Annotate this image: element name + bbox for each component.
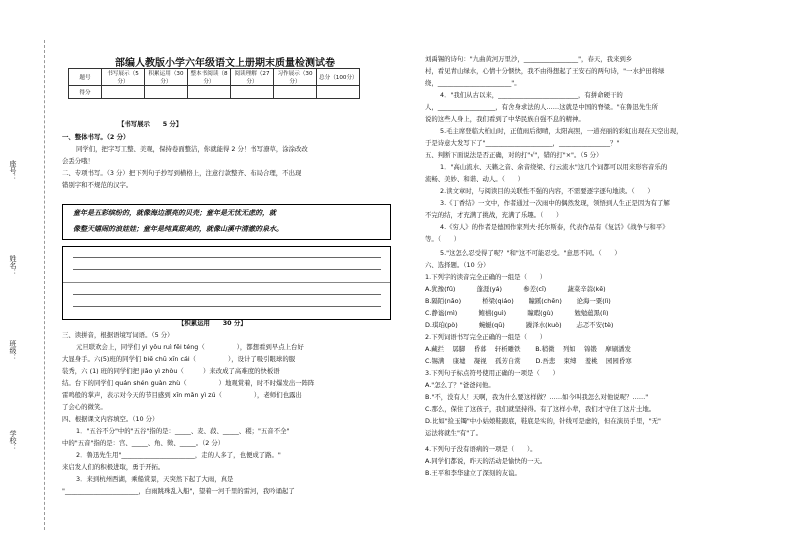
- right-text-line: D.琪珀(pò) 蜿蜒(qū) 躁泽水(kuò) 忐忑不安(tè): [425, 321, 614, 329]
- left-text-line: 雷鸣般的掌声，表示对今天的节目感到 xīn mǎn yì zú（ ），老师们也露出: [62, 391, 302, 399]
- right-text-line: 4.下列句子没有语病的一项是（ ）。: [425, 445, 537, 453]
- left-text-line: 二、专项书写。（3 分）把下列句子抄写到横格上，注意行款整齐、布局合理，不出现: [62, 169, 302, 177]
- left-text-line: 三、读拼音，根据语境写词语。（5 分）: [62, 331, 174, 339]
- right-text-line: 等。（ ）: [425, 235, 461, 243]
- class-label: 班级：: [9, 340, 17, 361]
- left-text-line: 四、根据课文内容填空。（10 分）: [62, 415, 159, 423]
- copy-sentence-box: [62, 204, 391, 240]
- right-text-line: 人，__________________，有舍身求法的人……这就是中国的脊梁。"在鲁迅先生所: [425, 103, 659, 111]
- right-text-line: B."不，没有人！天啊，我为什么要这样做？……如今叫我怎么对他说呢？……": [425, 393, 649, 401]
- right-text-line: 运法将就生"有"了。: [425, 429, 483, 437]
- right-text-line: 村，看见青山绿水，心情十分惬快，我不由得想起了王安石的两句诗，"一水护田将绿: [425, 67, 665, 75]
- left-text-line: 结。台下的同学们 quán shén guàn zhù（ ）地观赏着，时不时爆发出一阵阵: [62, 379, 315, 387]
- right-text-line: B.王平和李华建立了深刻的友谊。: [425, 469, 521, 477]
- score-cell[interactable]: [102, 86, 145, 99]
- right-text-line: 5."这怎么忍受得了呢？"和"这不可能忍受。"意思不同。（ ）: [440, 249, 621, 257]
- right-text-line: 4.《穷人》的作者是德国作家列夫·托尔斯泰，代表作品有《复活》《战争与和平》: [440, 223, 669, 231]
- left-text-line: 【书写展示 5 分】: [118, 120, 183, 128]
- binding-dashed-line: [44, 40, 45, 530]
- right-text-line: 2.下列词语书写完全正确的一组是（ ）: [425, 333, 547, 341]
- left-text-line: 2．鲁迅先生用"_______________________，走的人多了，也便成了路。": [76, 451, 281, 459]
- right-text-line: A.犹豫(fǔ) 蓬涯(yá) 参差(cī) 蔬菜辛蒜(kē): [425, 285, 606, 293]
- right-text-line: 2.读文章时，与阅读目的关联性不强的内容，不需要逐字逐句地读。（ ）: [440, 187, 654, 195]
- left-text-line: 一、整体书写。（2 分）: [62, 133, 130, 141]
- score-header: 题号: [69, 69, 102, 86]
- school-label: 学校：: [9, 430, 17, 451]
- right-text-line: D.比如"捡玉镯"中小姑娘鞋跟底，鞋底是实的，针线可是虚的，但在演员手里，"无": [425, 417, 661, 425]
- left-text-line: 3．来到杭州西湖，乘船赏景，天突然下起了大雨，真是: [76, 475, 234, 483]
- score-header: 阅读理解（27分）: [231, 69, 274, 86]
- name-label: 姓名：: [9, 255, 17, 276]
- right-text-line: 1.下列字的读音完全正确的一组是（ ）: [425, 273, 547, 281]
- right-text-line: A."怎么了？"爸爸问他。: [425, 381, 495, 389]
- left-text-line: 来启发人们的积极进取，勇于开拓。: [62, 463, 165, 471]
- score-table: [68, 68, 360, 99]
- score-cell[interactable]: [317, 86, 360, 99]
- right-text-line: 3.《丁香结》一文中，作者通过一次雨中的偶然发现，领悟到人生正是因为有了解: [440, 199, 670, 207]
- left-text-line: 会丢分哦！: [62, 157, 94, 165]
- left-text-line: 元旦联欢会上，同学们 yì yǒu ruì fēi téng（ ），都想看到早点上台好: [76, 343, 304, 351]
- copy-sentence-line: 像整天嬉闹的浪娃娃；童年是纯真甜美的，就像山溪中清澈的泉水。: [73, 225, 283, 233]
- right-text-line: 5.毛主席登临大柏山时，正值雨后彻晴，太阳高照，一道亮丽的彩虹出现在天空出现，: [440, 127, 683, 135]
- page-title: 部编人教版小学六年级语文上册期末质量检测试卷: [115, 58, 335, 69]
- right-text-line: 绕，_______________________"。: [425, 79, 521, 87]
- left-text-line: 【积累运用 30 分】: [178, 319, 247, 327]
- left-text-line: 大显身手。六(5)班的同学们 biē chū xīn cái（ ），设计了吸引眼球的服: [62, 355, 296, 363]
- score-cell[interactable]: [231, 86, 274, 99]
- right-text-line: 说的这些人身上，我们看到了中华民族自强不息的精神。: [425, 115, 585, 123]
- left-text-line: 中的"五音"指的是：宫、_____、角、徵、_____。（2 分）: [62, 439, 225, 447]
- score-cell[interactable]: [145, 86, 188, 99]
- score-cell[interactable]: [274, 86, 317, 99]
- score-header: 习作展示（30分）: [274, 69, 317, 86]
- left-text-line: 了会心的微笑。: [62, 403, 107, 411]
- right-text-line: 4．"我们从古以来，_________________________，有拼命硬干的: [440, 91, 623, 99]
- right-text-line: C.那么，保住了这孩子，我们就坚持得。有了这样小辈，我们才守住了这片土地。: [425, 405, 656, 413]
- score-header: 整本书阅读（8分）: [188, 69, 231, 86]
- score-header: 总分（100分）: [317, 69, 360, 86]
- score-cell[interactable]: [188, 86, 231, 99]
- right-text-line: C.锡满 康墟 凝视 孤芳自赏 D.吾悲 束缚 羞桃 园园昏寒: [425, 357, 632, 365]
- right-text-line: A.藏拦 孱脚 昏暮 轩析雕铁 B.稍微 列如 锦锻 摩刷潘发: [425, 345, 631, 353]
- right-text-line: 六、选择题。（10 分）: [425, 261, 490, 269]
- score-header: 积累运用（30分）: [145, 69, 188, 86]
- left-text-line: "_______________________，白雨跳珠乱入船"，望着一河千里的雷河，我吟诵起了: [62, 487, 295, 495]
- right-text-line: A.同学们都说，昨天的活动是愉快的一天。: [425, 457, 547, 465]
- writing-grid[interactable]: [62, 246, 391, 320]
- right-text-line: 刘禹锡的诗句："九曲黄河万里沙，_________________"，春天，我来到乡: [425, 55, 633, 63]
- right-text-line: 流畅、美妙、和谐、动人。（ ）: [425, 175, 525, 183]
- score-row-label: 得分: [69, 86, 102, 99]
- right-text-line: 3.下列句子标点符号使用正确的一项是（ ）: [425, 369, 559, 377]
- right-text-line: B.隔陌(nǎo) 桥梁(qiáo) 瞳蹊(chēn) 论海一粟(lì): [425, 297, 611, 305]
- right-text-line: 不完的结，才充满了挑战，充满了乐趣。（ ）: [425, 211, 563, 219]
- seat-label: 座号：: [9, 160, 17, 181]
- left-text-line: 装秀，六 (1) 班的同学们把 jiǎo yì zhòu（ ）来改成了高难度的快板语: [62, 367, 280, 375]
- left-text-line: 1．"五谷不分"中的"五谷"指的是：_____、麦、菽、_____、稷；"五音不全": [76, 427, 290, 435]
- left-text-line: 错别字和不规范的汉字。: [62, 181, 133, 189]
- score-header: 书写展示（5分）: [102, 69, 145, 86]
- copy-sentence-line: 童年是五彩缤纷的，就像海边漂亮的贝壳；童年是无忧无虑的，就: [73, 209, 276, 217]
- left-text-line: 同学们，把字写工整、美观，保持卷面整洁，你就能得 2 分！书写潦草，涂涂改改: [76, 145, 308, 153]
- right-text-line: C.静谧(mì) 鲍禧(guì) 瞳暇(gù) 勉勉蕴黑(lì): [425, 309, 609, 317]
- right-text-line: 1．"高山流水、天籁之音、余音绕梁、行云流水"这几个词都可以用来形容音乐的: [440, 163, 668, 171]
- right-text-line: 五、判断下面说法是否正确，对的打"√"，错的打"×"。（5 分）: [425, 151, 603, 159]
- right-text-line: 于是诗意大发写下了"_____________________，________________？": [425, 139, 620, 147]
